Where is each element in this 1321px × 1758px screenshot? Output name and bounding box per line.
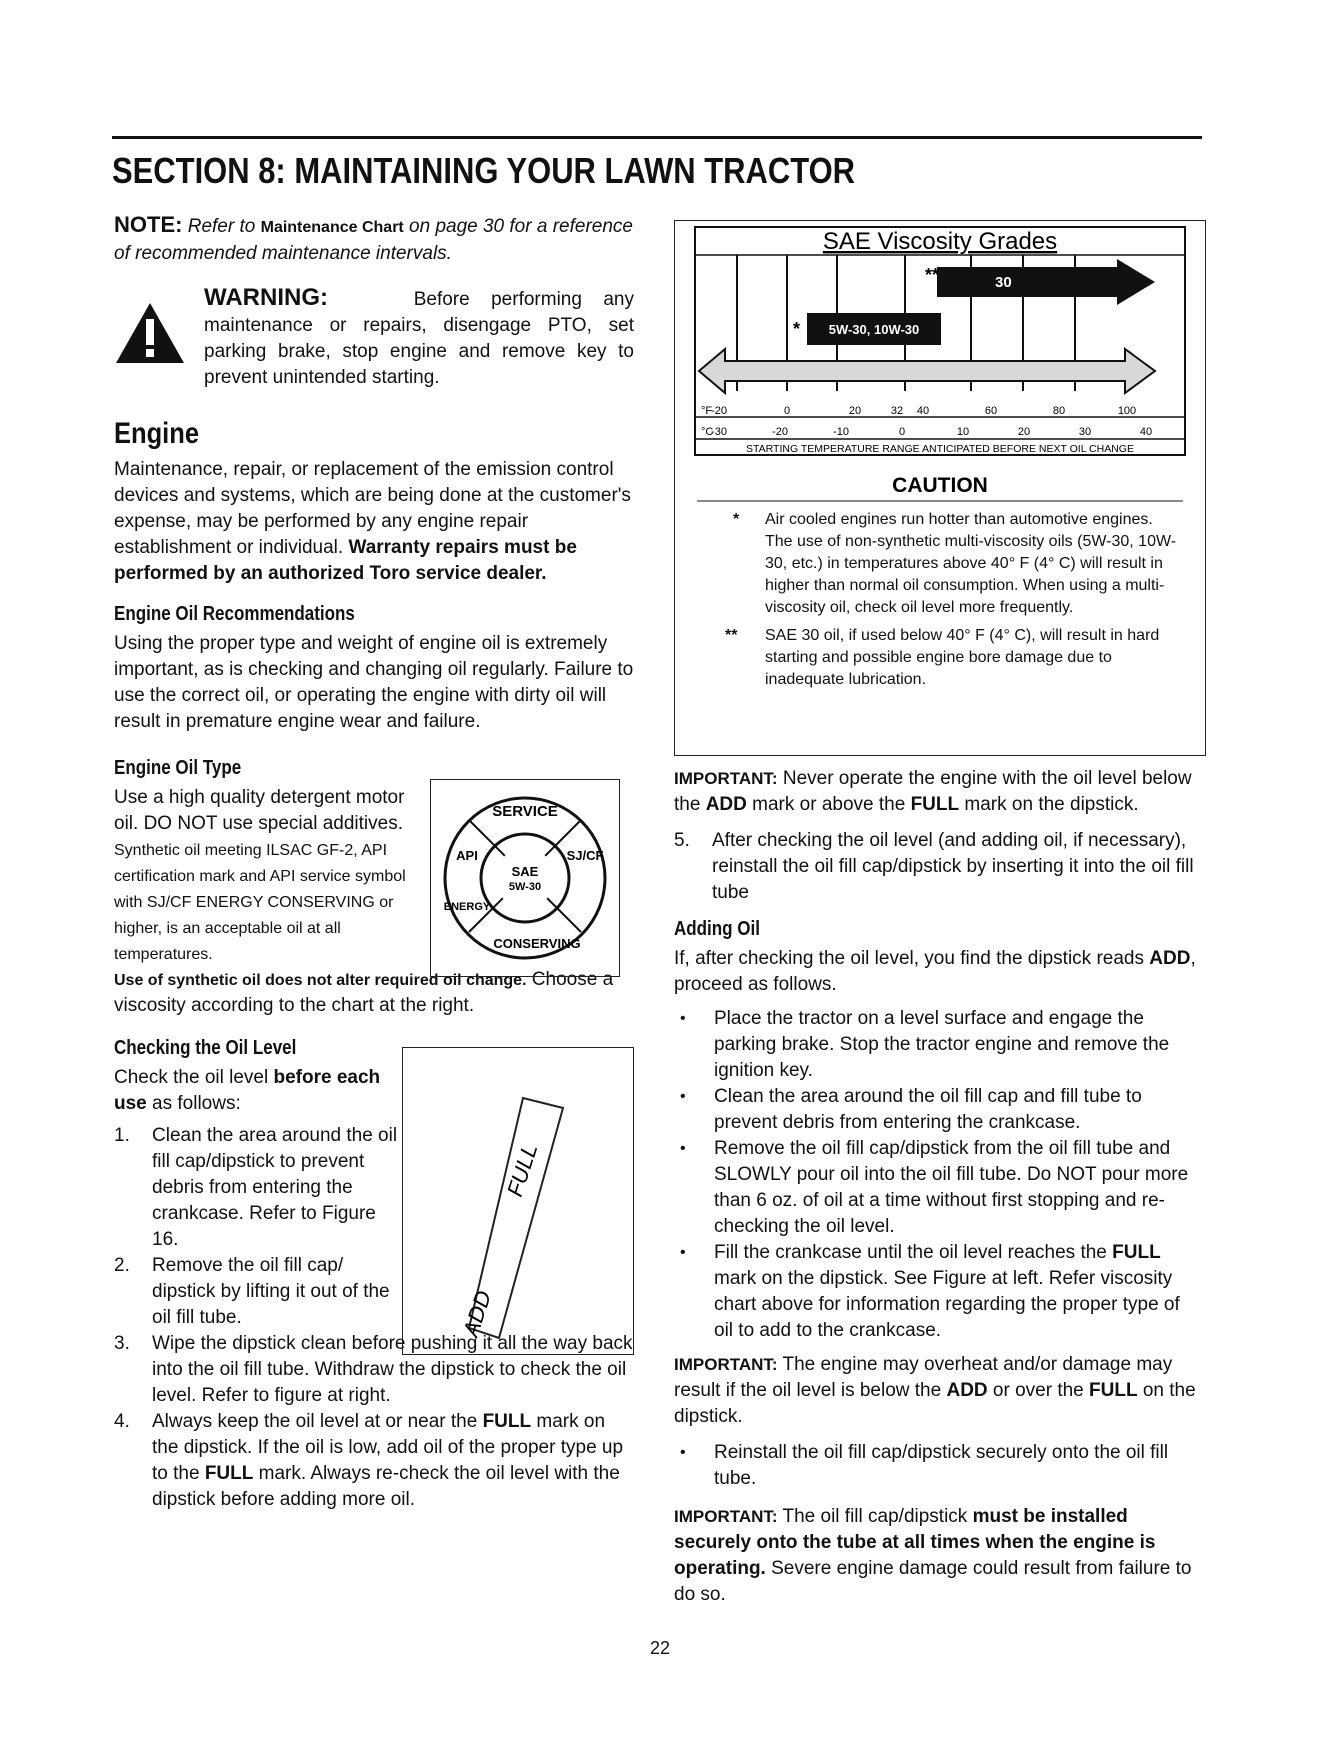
adding-oil-heading: Adding Oil <box>674 918 760 940</box>
oil-type-text-2: Choose a viscosity according to the chart at the right. <box>114 969 614 1016</box>
f-tick: 32 <box>890 405 904 417</box>
api-symbol-box <box>430 779 620 977</box>
caution-note-1: * Air cooled engines run hotter than automotive engines. The use of non-synthetic multi-viscosity oils (5W-30, 10W-30, etc.) in temperatures above 40° F (4° C) will result in higher than normal oil consumption. When using a multi-viscosity oil, check oil level more frequently. <box>733 511 1177 616</box>
f-tick: 20 <box>848 405 862 417</box>
dipstick-figure <box>402 1047 634 1355</box>
important-1: IMPORTANT: Never operate the engine with the oil level below the ADD mark or above the FULL mark on the dipstick. <box>674 768 1192 815</box>
adding-oil-bullet-3: • Remove the oil fill cap/dipstick from the oil fill tube and SLOWLY pour oil into the oil fill tube. Do NOT pour more than 6 oz. of oil at a time without first stopping and re-checking the oil level. <box>680 1138 1189 1237</box>
important-2: IMPORTANT: The engine may overheat and/or damage may result if the oil level is below the ADD or over the FULL on the dipstick. <box>674 1354 1196 1427</box>
c-tick: 10 <box>956 426 970 438</box>
reinstall-bullet: • Reinstall the oil fill cap/dipstick securely onto the oil fill tube. <box>680 1442 1169 1489</box>
api-center-2: 5W-30 <box>508 881 542 893</box>
sae-chart-title: SAE Viscosity Grades <box>822 228 1058 255</box>
f-tick: 0 <box>783 405 791 417</box>
sae-30-label: 30 <box>995 274 1012 291</box>
api-ring-top: SERVICE <box>492 803 558 820</box>
checking-intro-1: Check the oil level <box>114 1067 274 1088</box>
caution-title: CAUTION <box>892 474 988 497</box>
checking-step-2: 2. Remove the oil fill cap/ dipstick by lifting it out of the oil fill tube. <box>114 1255 390 1328</box>
temperature-range-arrow <box>699 349 1155 393</box>
sae-30-bar <box>937 267 1117 297</box>
note-label: NOTE: <box>114 212 183 237</box>
warning-paragraph <box>204 285 634 391</box>
api-ring-left: API <box>456 848 478 863</box>
adding-oil-bullet-1: • Place the tractor on a level surface and engage the parking brake. Stop the tractor engine and remove the ignition key. <box>680 1008 1170 1081</box>
sae-multi-label: 5W-30, 10W-30 <box>828 322 920 337</box>
checking-intro-2: as follows: <box>146 1093 241 1114</box>
warning-text: Before performing any maintenance or repairs, disengage PTO, set parking brake, stop engine and remove key to prevent unintended starting. <box>204 289 634 388</box>
caution-note-2: ** SAE 30 oil, if used below 40° F (4° C), will result in hard starting and possible engine bore damage due to inadequate lubrication. <box>725 627 1160 688</box>
step-5-list <box>674 828 1204 906</box>
oil-type-text-bold: Use of synthetic oil does not alter required oil change. <box>114 972 527 989</box>
oil-recommendations-text: Using the proper type and weight of engine oil is extremely important, as is checking and changing oil regularly. Failure to use the correct oil, or operating the engine with dirty oil will result in premature engine wear and failure. <box>114 633 634 732</box>
checking-intro <box>114 1065 384 1117</box>
page-number: 22 <box>649 1638 671 1658</box>
checking-intro-bold: before each use <box>114 1067 381 1114</box>
dipstick-illustration-icon <box>403 1048 633 1354</box>
c-tick: -20 <box>772 426 788 438</box>
oil-type-text <box>114 785 424 967</box>
oil-type-heading: Engine Oil Type <box>114 757 242 779</box>
sae-chart-box <box>674 220 1206 756</box>
note-text-1: Refer to <box>182 216 261 237</box>
api-ring-bottom-left: ENERGY <box>443 901 491 913</box>
checking-heading: Checking the Oil Level <box>114 1037 297 1059</box>
checking-step-4: 4. Always keep the oil level at or near the FULL mark on the dipstick. If the oil is low, add oil of the proper type up to the FULL mark. Always re-check the oil level with the dipstick before adding more oil. <box>114 1411 624 1510</box>
engine-warranty-text: Warranty repairs must be performed by an authorized Toro service dealer. <box>114 537 577 584</box>
sae-double-star: ** <box>925 265 940 285</box>
warning-triangle-icon <box>114 301 186 365</box>
c-tick: -30 <box>711 426 727 438</box>
c-tick: 30 <box>1078 426 1092 438</box>
engine-paragraph <box>114 457 634 587</box>
checking-section <box>114 1065 634 1513</box>
api-ring-bottom: CONSERVING <box>493 936 581 951</box>
c-tick: -10 <box>833 426 849 438</box>
important-3: IMPORTANT: The oil fill cap/dipstick must be installed securely onto the tube at all times when the engine is operating. Severe engine damage could result from failure to do so. <box>674 1506 1192 1605</box>
adding-oil-intro: If, after checking the oil level, you find the dipstick reads ADD, proceed as follows. <box>674 948 1196 995</box>
sae-single-star: * <box>793 319 801 339</box>
caution-notes <box>721 509 1181 691</box>
sae-chart-footer: STARTING TEMPERATURE RANGE ANTICIPATED BEFORE NEXT OIL CHANGE <box>746 443 1134 455</box>
section-title: SECTION 8: MAINTAINING YOUR LAWN TRACTOR <box>112 150 856 191</box>
engine-heading: Engine <box>114 417 200 450</box>
dipstick-add-label: ADD <box>457 1287 497 1340</box>
adding-oil-bullet-4: • Fill the crankcase until the oil level reaches the FULL mark on the dipstick. See Figure at left. Refer viscosity chart above for information regarding the proper type of oil to add to the crankcase. <box>680 1242 1180 1341</box>
oil-type-text-1: Use a high quality detergent motor oil. DO NOT use special additives. <box>114 787 405 834</box>
c-tick: 20 <box>1017 426 1031 438</box>
adding-oil-bullet-2: • Clean the area around the oil fill cap and fill tube to prevent debris from entering the crankcase. <box>680 1086 1142 1133</box>
oil-type-section <box>114 785 634 1019</box>
celsius-label: °C <box>701 426 714 438</box>
f-tick: 60 <box>984 405 998 417</box>
right-column <box>674 220 1204 1608</box>
api-ring-right: SJ/CF <box>566 848 604 863</box>
c-tick: 0 <box>898 426 906 438</box>
warning-block <box>114 285 634 391</box>
oil-recommendations-heading: Engine Oil Recommendations <box>114 603 355 625</box>
f-tick: 40 <box>916 405 930 417</box>
adding-oil-bullets <box>674 1006 1204 1344</box>
left-column <box>114 212 634 1513</box>
checking-step-1: 1. Clean the area around the oil fill cap/dipstick to prevent debris from entering the crankcase. Refer to Figure 16. <box>114 1125 398 1250</box>
fahrenheit-label: °F <box>701 405 713 417</box>
engine-text: Maintenance, repair, or replacement of the emission control devices and systems, which are being done at the customer's expense, may be performed by any engine repair establishment or individual. <box>114 459 631 558</box>
c-tick: 40 <box>1139 426 1153 438</box>
oil-type-text-small: Synthetic oil meeting ILSAC GF-2, API certification mark and API service symbol with SJ/CF ENERGY CONSERVING or higher, is an acceptable oil at all temperatures. <box>114 842 406 963</box>
step-5: 5. After checking the oil level (and adding oil, if necessary), reinstall the oil fill cap/dipstick by inserting it into the oil fill tube <box>674 830 1194 903</box>
f-tick: 80 <box>1052 405 1066 417</box>
api-service-symbol-icon <box>431 780 619 976</box>
api-center-1: SAE <box>511 864 539 879</box>
reinstall-list <box>674 1440 1204 1492</box>
note-chart-ref: Maintenance Chart <box>260 219 404 236</box>
note-paragraph <box>114 212 634 267</box>
top-rule <box>112 136 1202 139</box>
warning-title: WARNING: <box>204 284 328 311</box>
dipstick-full-label: FULL <box>501 1140 543 1200</box>
note-text-2: on page 30 for a reference of recommended maintenance intervals. <box>114 216 633 264</box>
f-tick: 100 <box>1117 405 1137 417</box>
checking-step-3: 3. Wipe the dipstick clean before pushing it all the way back into the oil fill tube. Withdraw the dipstick to check the oil level. Refer to figure at right. <box>114 1333 633 1406</box>
f-tick: -20 <box>711 405 727 417</box>
